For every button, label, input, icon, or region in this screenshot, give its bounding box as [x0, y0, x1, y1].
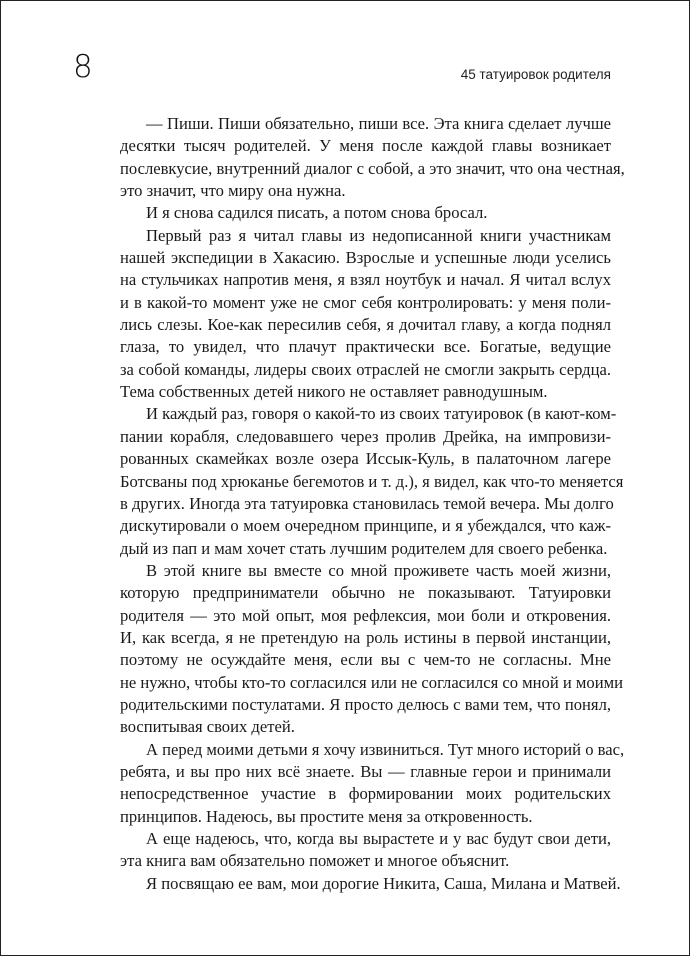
text-line: эта книга вам обязательно поможет и многое объяснит.: [120, 851, 510, 871]
text-line: непосредственное участие в формировании моих родительских: [120, 784, 611, 804]
text-line: родителя — это мой опыт, моя рефлексия, мои боли и откровения.: [120, 605, 611, 625]
text-line: Первый раз я читал главы из недописанной книги участникам: [146, 225, 611, 245]
text-line: глаза, то увидел, что плачут практически все. Богатые, ведущие: [120, 337, 611, 357]
text-line: воспитывая своих детей.: [120, 717, 295, 737]
text-line: И я снова садился писать, а потом снова бросал.: [146, 203, 488, 223]
text-line: И, как всегда, я не претендую на роль истины в первой инстанции,: [120, 627, 611, 647]
text-line: лись слезы. Кое-как пересилив себя, я дочитал главу, а когда поднял: [120, 315, 611, 335]
text-line: А перед моими детьми я хочу извиниться. Тут много историй о вас,: [146, 739, 625, 759]
text-line: — Пиши. Пиши обязательно, пиши все. Эта книга сделает лучше: [146, 114, 611, 133]
text-line: нашей экспедиции в Хакасию. Взрослые и успешные люди уселись: [120, 248, 611, 268]
page-number: 8: [73, 49, 93, 85]
running-head: 45 татуировок родителя: [460, 67, 611, 82]
text-line: родительскими постулатами. Я просто делюсь с вами тем, что понял,: [120, 694, 611, 714]
text-line: послевкусие, внутренний диалог с собой, а это значит, что она честная,: [120, 158, 625, 178]
text-line: не нужно, чтобы кто-то согласился или не согласился со мной и моими: [120, 672, 623, 692]
text-line: принципов. Надеюсь, вы простите меня за откровенность.: [120, 806, 533, 826]
text-line: пании корабля, следовавшего через пролив Дрейка, на импровизи-: [120, 426, 611, 446]
text-line: ребята, и вы про них всё знаете. Вы — главные герои и принимали: [120, 761, 611, 781]
text-line: поэтому не осуждайте меня, если вы с чем-то не согласны. Мне: [120, 650, 611, 670]
text-line: которую предприниматели обычно не показывают. Татуировки: [120, 583, 611, 603]
text-line: дискутировали о моем очередном принципе, и я убеждался, что каж-: [120, 516, 611, 536]
text-line: дый из пап и мам хочет стать лучшим родителем для своего ребенка.: [120, 538, 608, 558]
text-line: на стульчиках напротив меня, я взял ноутбук и начал. Я читал вслух: [120, 270, 611, 290]
text-line: десятки тысяч родителей. У меня после каждой главы возникает: [120, 136, 611, 156]
text-line: И каждый раз, говоря о какой-то из своих татуировок (в кают-ком-: [146, 404, 617, 424]
text-line: в других. Иногда эта татуировка становилась темой вечера. Мы долго: [120, 493, 614, 513]
text-line: и в какой-то момент уже не смог себя контролировать: у меня поли-: [120, 292, 611, 312]
text-line: А еще надеюсь, что, когда вы вырастете и у вас будут свои дети,: [146, 829, 611, 848]
text-line: В этой книге вы вместе со мной проживете часть моей жизни,: [146, 560, 611, 580]
text-line: рованных скамейках возле озера Иссык-Куль, в палаточном лагере: [120, 449, 611, 469]
text-line: за собой команды, лидеры своих отраслей не смогли закрыть сердца.: [120, 359, 611, 379]
text-line: Ботсваны под хрюканье бегемотов и т. д.), я видел, как что-то меняется: [120, 471, 624, 491]
text-line: это значит, что миру она нужна.: [120, 181, 346, 201]
text-line: Я посвящаю ее вам, мои дорогие Никита, Саша, Милана и Матвей.: [146, 873, 621, 893]
text-line: Тема собственных детей никого не оставляет равнодушным.: [120, 382, 548, 402]
body-text: [120, 113, 625, 895]
